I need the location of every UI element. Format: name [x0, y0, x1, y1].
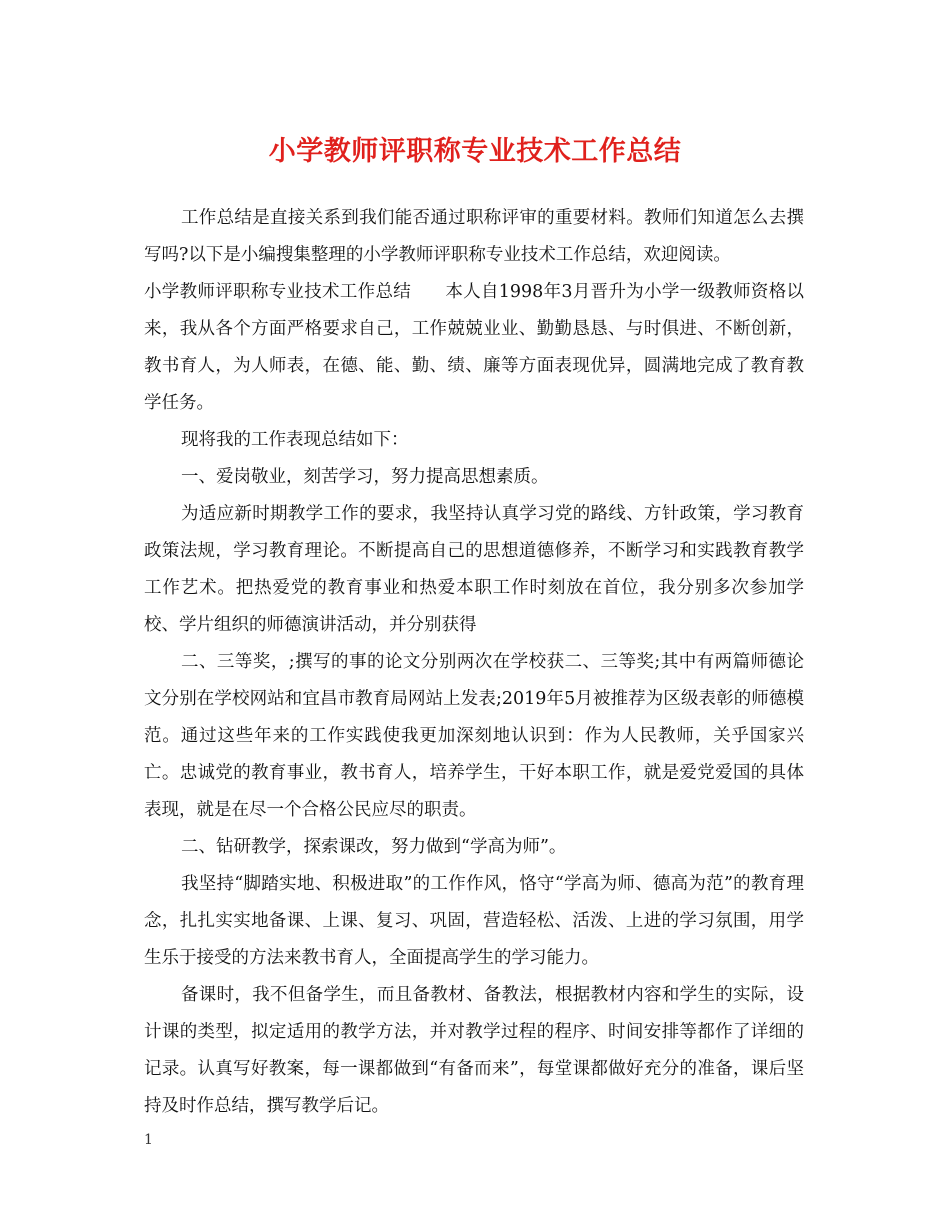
paragraph-subtitle-and-start [144, 274, 804, 422]
paragraph-intro: 工作总结是直接关系到我们能否通过职称评审的重要材料。教师们知道怎么去撰写吗?以下是小编搜集整理的小学教师评职称专业技术工作总结，欢迎阅读。 [144, 208, 804, 265]
page-number: 1 [144, 1132, 153, 1148]
paragraph-summary-lead: 现将我的工作表现总结如下： [181, 430, 409, 450]
paragraph-lesson-prep: 备课时，我不但备学生，而且备教材、备教法，根据教材内容和学生的实际，设计课的类型，拟定适用的教学方法，并对教学过程的程序、时间安排等都作了详细的记录。认真写好教案，每一课都做到“有备而来”，每堂课都做好充分的准备，课后坚持及时作总结，撰写教学后记。 [144, 985, 804, 1116]
section-heading-1: 一、爱岗敬业，刻苦学习，努力提高思想素质。 [181, 467, 549, 487]
document-title: 小学教师评职称专业技术工作总结 [268, 136, 682, 167]
inline-subtitle: 小学教师评职称专业技术工作总结 [144, 282, 412, 302]
paragraph-self-intro: 本人自1998年3月晋升为小学一级教师资格以来，我从各个方面严格要求自己，工作兢兢业业、勤勤恳恳、与时俱进、不断创新，教书育人，为人师表，在德、能、勤、绩、廉等方面表现优异，圆满地完成了教育教学任务。 [144, 282, 805, 413]
document-body [144, 200, 804, 1125]
paragraph-teaching-style: 我坚持“脚踏实地、积极进取”的工作作风，恪守“学高为师、德高为范”的教育理念，扎扎实实地备课、上课、复习、巩固，营造轻松、活泼、上进的学习氛围，用学生乐于接受的方法来教书育人，全面提高学生的学习能力。 [144, 874, 804, 968]
paragraph-awards: 二、三等奖，;撰写的事的论文分别两次在学校获二、三等奖;其中有两篇师德论文分别在学校网站和宜昌市教育局网站上发表;2019年5月被推荐为区级表彰的师德模范。通过这些年来的工作实践使我更加深刻地认识到：作为人民教师，关乎国家兴亡。忠诚党的教育事业，教书育人，培养学生，干好本职工作，就是爱党爱国的具体表现，就是在尽一个合格公民应尽的职责。 [144, 652, 804, 820]
paragraph-section-1: 为适应新时期教学工作的要求，我坚持认真学习党的路线、方针政策，学习教育政策法规，学习教育理论。不断提高自己的思想道德修养，不断学习和实践教育教学工作艺术。把热爱党的教育事业和热爱本职工作时刻放在首位，我分别多次参加学校、学片组织的师德演讲活动，并分别获得 [144, 504, 804, 635]
section-heading-2: 二、钻研教学，探索课改，努力做到“学高为师”。 [181, 837, 567, 857]
